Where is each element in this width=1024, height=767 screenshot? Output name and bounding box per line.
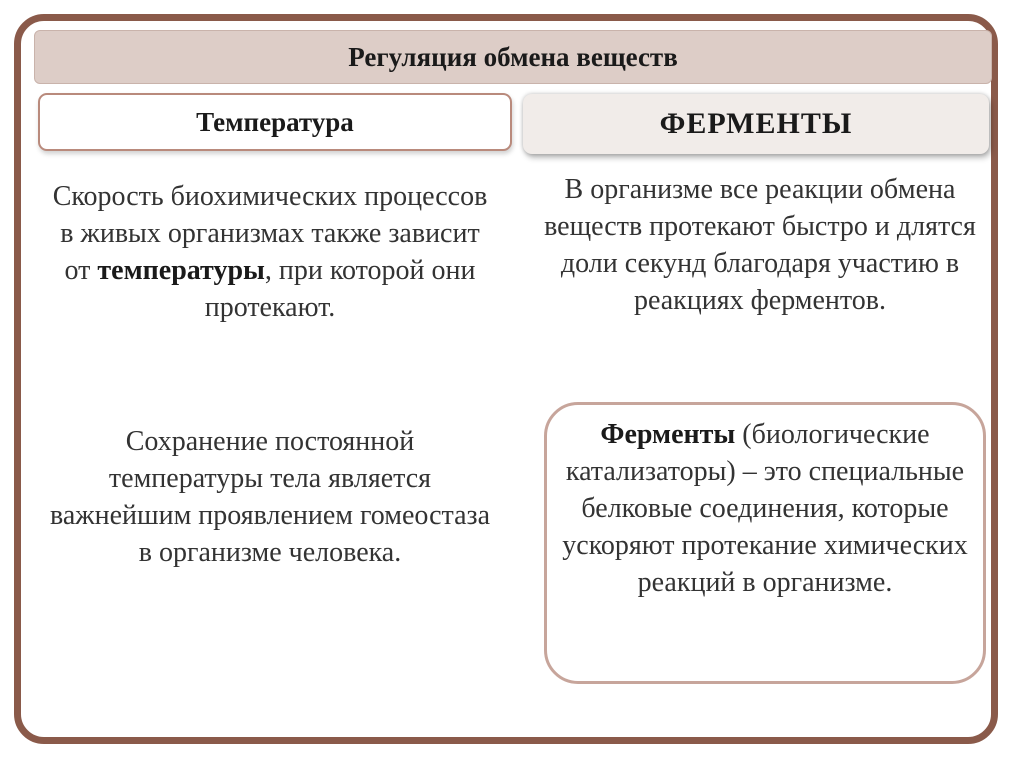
temperature-paragraph-1 [50, 178, 490, 326]
slide-title: Регуляция обмена веществ [348, 41, 678, 72]
temperature-paragraph-2: Сохранение постоянной температуры тела является важнейшим проявлением гомеостаза в организме человека. [50, 426, 491, 568]
header-enzymes [523, 94, 989, 154]
header-enzymes-label: ФЕРМЕНТЫ [659, 107, 853, 140]
enzymes-definition [548, 416, 982, 601]
enzymes-paragraph-1: В организме все реакции обмена веществ протекают быстро и длятся доли секунд благодаря участию в реакциях ферментов. [544, 174, 976, 316]
slide-title-bar [34, 30, 992, 84]
enzymes-term: Ферменты [600, 419, 736, 450]
temperature-paragraph-1-end: , при которой они протекают. [204, 255, 476, 323]
enzymes-definition-text: (биологические катализаторы) – это специальные белковые соединения, которые ускоряют протекание химических реакций в организме. [562, 419, 968, 598]
temperature-term: температуры [97, 255, 265, 286]
header-temperature-label: Температура [196, 106, 354, 137]
header-temperature [38, 93, 512, 151]
temperature-paragraph-1-start: Скорость биохимических процессов в живых организмах также зависит от [52, 181, 488, 286]
